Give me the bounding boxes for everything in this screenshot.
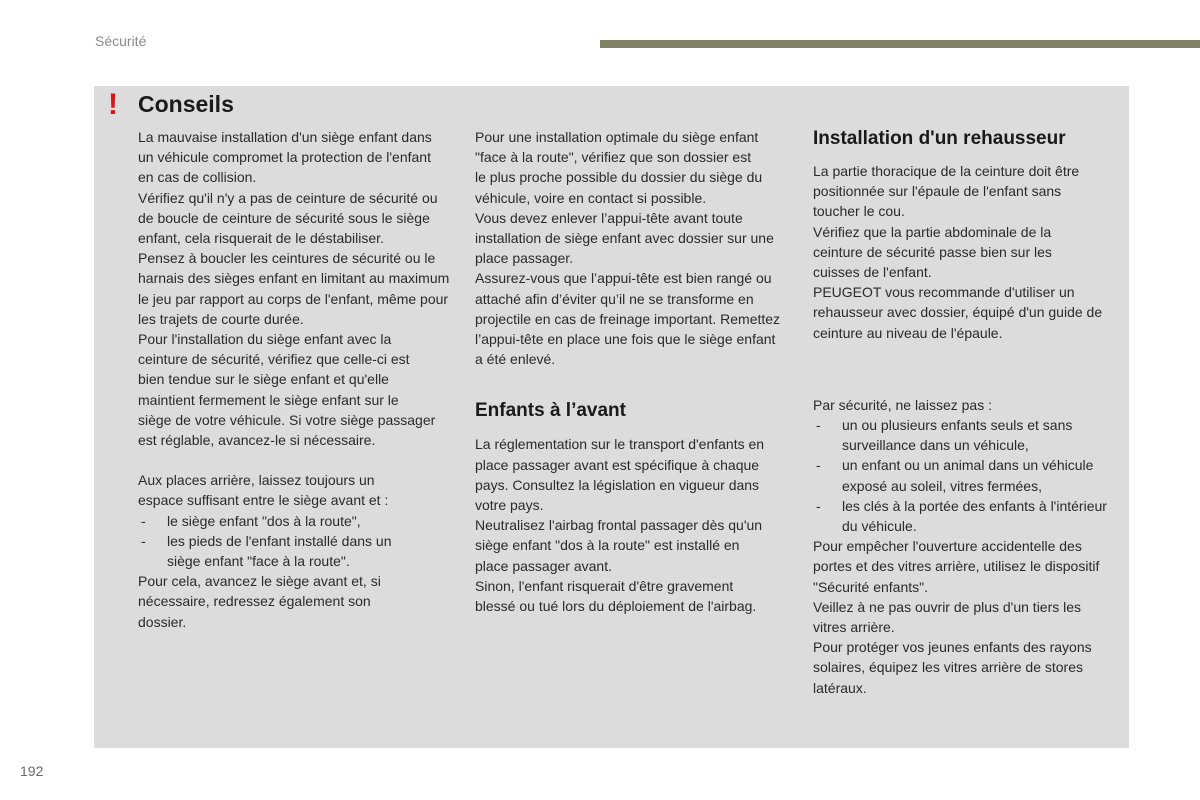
spacer bbox=[138, 450, 450, 470]
col3-paragraph-3: PEUGEOT vous recommande d'utiliser un rehausseur avec dossier, équipé d'un guide de ceinture au niveau de l'épaule. bbox=[813, 284, 1103, 341]
col3-paragraph-4: Par sécurité, ne laissez pas : bbox=[813, 396, 992, 413]
col1-paragraph-2: Vérifiez qu'il n'y a pas de ceinture de sécurité ou de boucle de ceinture de sécurité sous le siège enfant, cela risquerait de le déstabiliser. bbox=[138, 189, 438, 247]
col3-paragraph-5: Pour empêcher l'ouverture accidentelle des portes et des vitres arrière, utilisez le dispositif "Sécurité enfants". bbox=[813, 538, 1100, 595]
spacer bbox=[475, 424, 787, 434]
section-heading-booster: Installation d'un rehausseur bbox=[813, 128, 1066, 149]
col2-paragraph-4: La réglementation sur le transport d'enfants en place passager avant est spécifique à chaque pays. Consultez la législation en vigueur dans votre pays. bbox=[475, 436, 765, 514]
spacer bbox=[813, 343, 1113, 395]
col1-paragraph-3: Pensez à boucler les ceintures de sécurité ou le harnais des sièges enfant en limitant au maximum le jeu par rapport au corps de l'enfant, même pour les trajets de courte durée. bbox=[138, 250, 450, 327]
page-number: 192 bbox=[20, 763, 44, 779]
col3-paragraph-6: Veillez à ne pas ouvrir de plus d'un tiers les vitres arrière. bbox=[813, 598, 1082, 636]
col2-paragraph-3: Assurez-vous que l’appui-tête est bien rangé ou attaché afin d’éviter qu’il ne se transforme en projectile en cas de freinage important. Remettez l’appui-tête en place une fois que le siège enfant a été enlevé. bbox=[475, 270, 781, 368]
col2-paragraph-1: Pour une installation optimale du siège enfant "face à la route", vérifiez que son dossier est le plus proche possible du dossier du siège du véhicule, voire en contact si possible. bbox=[475, 129, 763, 206]
col1-paragraph-6: Pour cela, avancez le siège avant et, si nécessaire, redressez également son dossier. bbox=[138, 573, 381, 630]
spacer bbox=[813, 152, 1113, 161]
col3-list-item-3: - les clés à la portée des enfants à l'intérieur du véhicule. bbox=[813, 496, 1107, 536]
col3-paragraph-2: Vérifiez que la partie abdominale de la ceinture de sécurité passe bien sur les cuisses de l'enfant. bbox=[813, 223, 1052, 281]
col2-paragraph-6: Sinon, l'enfant risquerait d'être gravement blessé ou tué lors du déploiement de l'airbag. bbox=[475, 577, 757, 615]
col2-paragraph-5: Neutralisez l'airbag frontal passager dès qu'un siège enfant "dos à la route" est installé en place passager avant. bbox=[475, 517, 763, 574]
col1-paragraph-5: Aux places arrière, laissez toujours un espace suffisant entre le siège avant et : bbox=[138, 472, 389, 509]
section-heading-front: Enfants à l’avant bbox=[475, 400, 626, 422]
column-2 bbox=[475, 127, 787, 616]
spacer bbox=[475, 369, 787, 398]
col2-paragraph-2: Vous devez enlever l’appui-tête avant toute installation de siège enfant avec dossier sur une place passager. bbox=[475, 209, 774, 267]
panel-title: Conseils bbox=[138, 91, 234, 117]
col1-list-item-1: - le siège enfant "dos à la route", bbox=[138, 511, 450, 531]
col3-list-item-1: - un ou plusieurs enfants seuls et sans surveillance dans un véhicule, bbox=[813, 415, 1112, 455]
exclamation-icon: ! bbox=[108, 88, 118, 121]
col1-paragraph-4: Pour l'installation du siège enfant avec la ceinture de sécurité, vérifiez que celle-ci est bien tendue sur le siège enfant et qu'elle maintient fermement le siège enfant sur le siège de votre véhicule. Si votre siège passager est réglable, avancez-le si nécessaire. bbox=[138, 331, 436, 449]
col3-paragraph-7: Pour protéger vos jeunes enfants des rayons solaires, équipez les vitres arrière de stores latéraux. bbox=[813, 639, 1092, 696]
col3-list-item-2: - un enfant ou un animal dans un véhicule exposé au soleil, vitres fermées, bbox=[813, 455, 1113, 495]
header-accent-bar bbox=[600, 40, 1200, 48]
column-1 bbox=[138, 127, 450, 632]
col3-paragraph-1: La partie thoracique de la ceinture doit être positionnée sur l'épaule de l'enfant sans toucher le cou. bbox=[813, 163, 1080, 220]
column-3 bbox=[813, 126, 1113, 698]
section-label: Sécurité bbox=[95, 33, 147, 49]
col1-list-item-2: - les pieds de l'enfant installé dans un siège enfant "face à la route". bbox=[138, 531, 422, 571]
col1-paragraph-1: La mauvaise installation d'un siège enfant dans un véhicule compromet la protection de l'enfant en cas de collision. bbox=[138, 129, 432, 186]
